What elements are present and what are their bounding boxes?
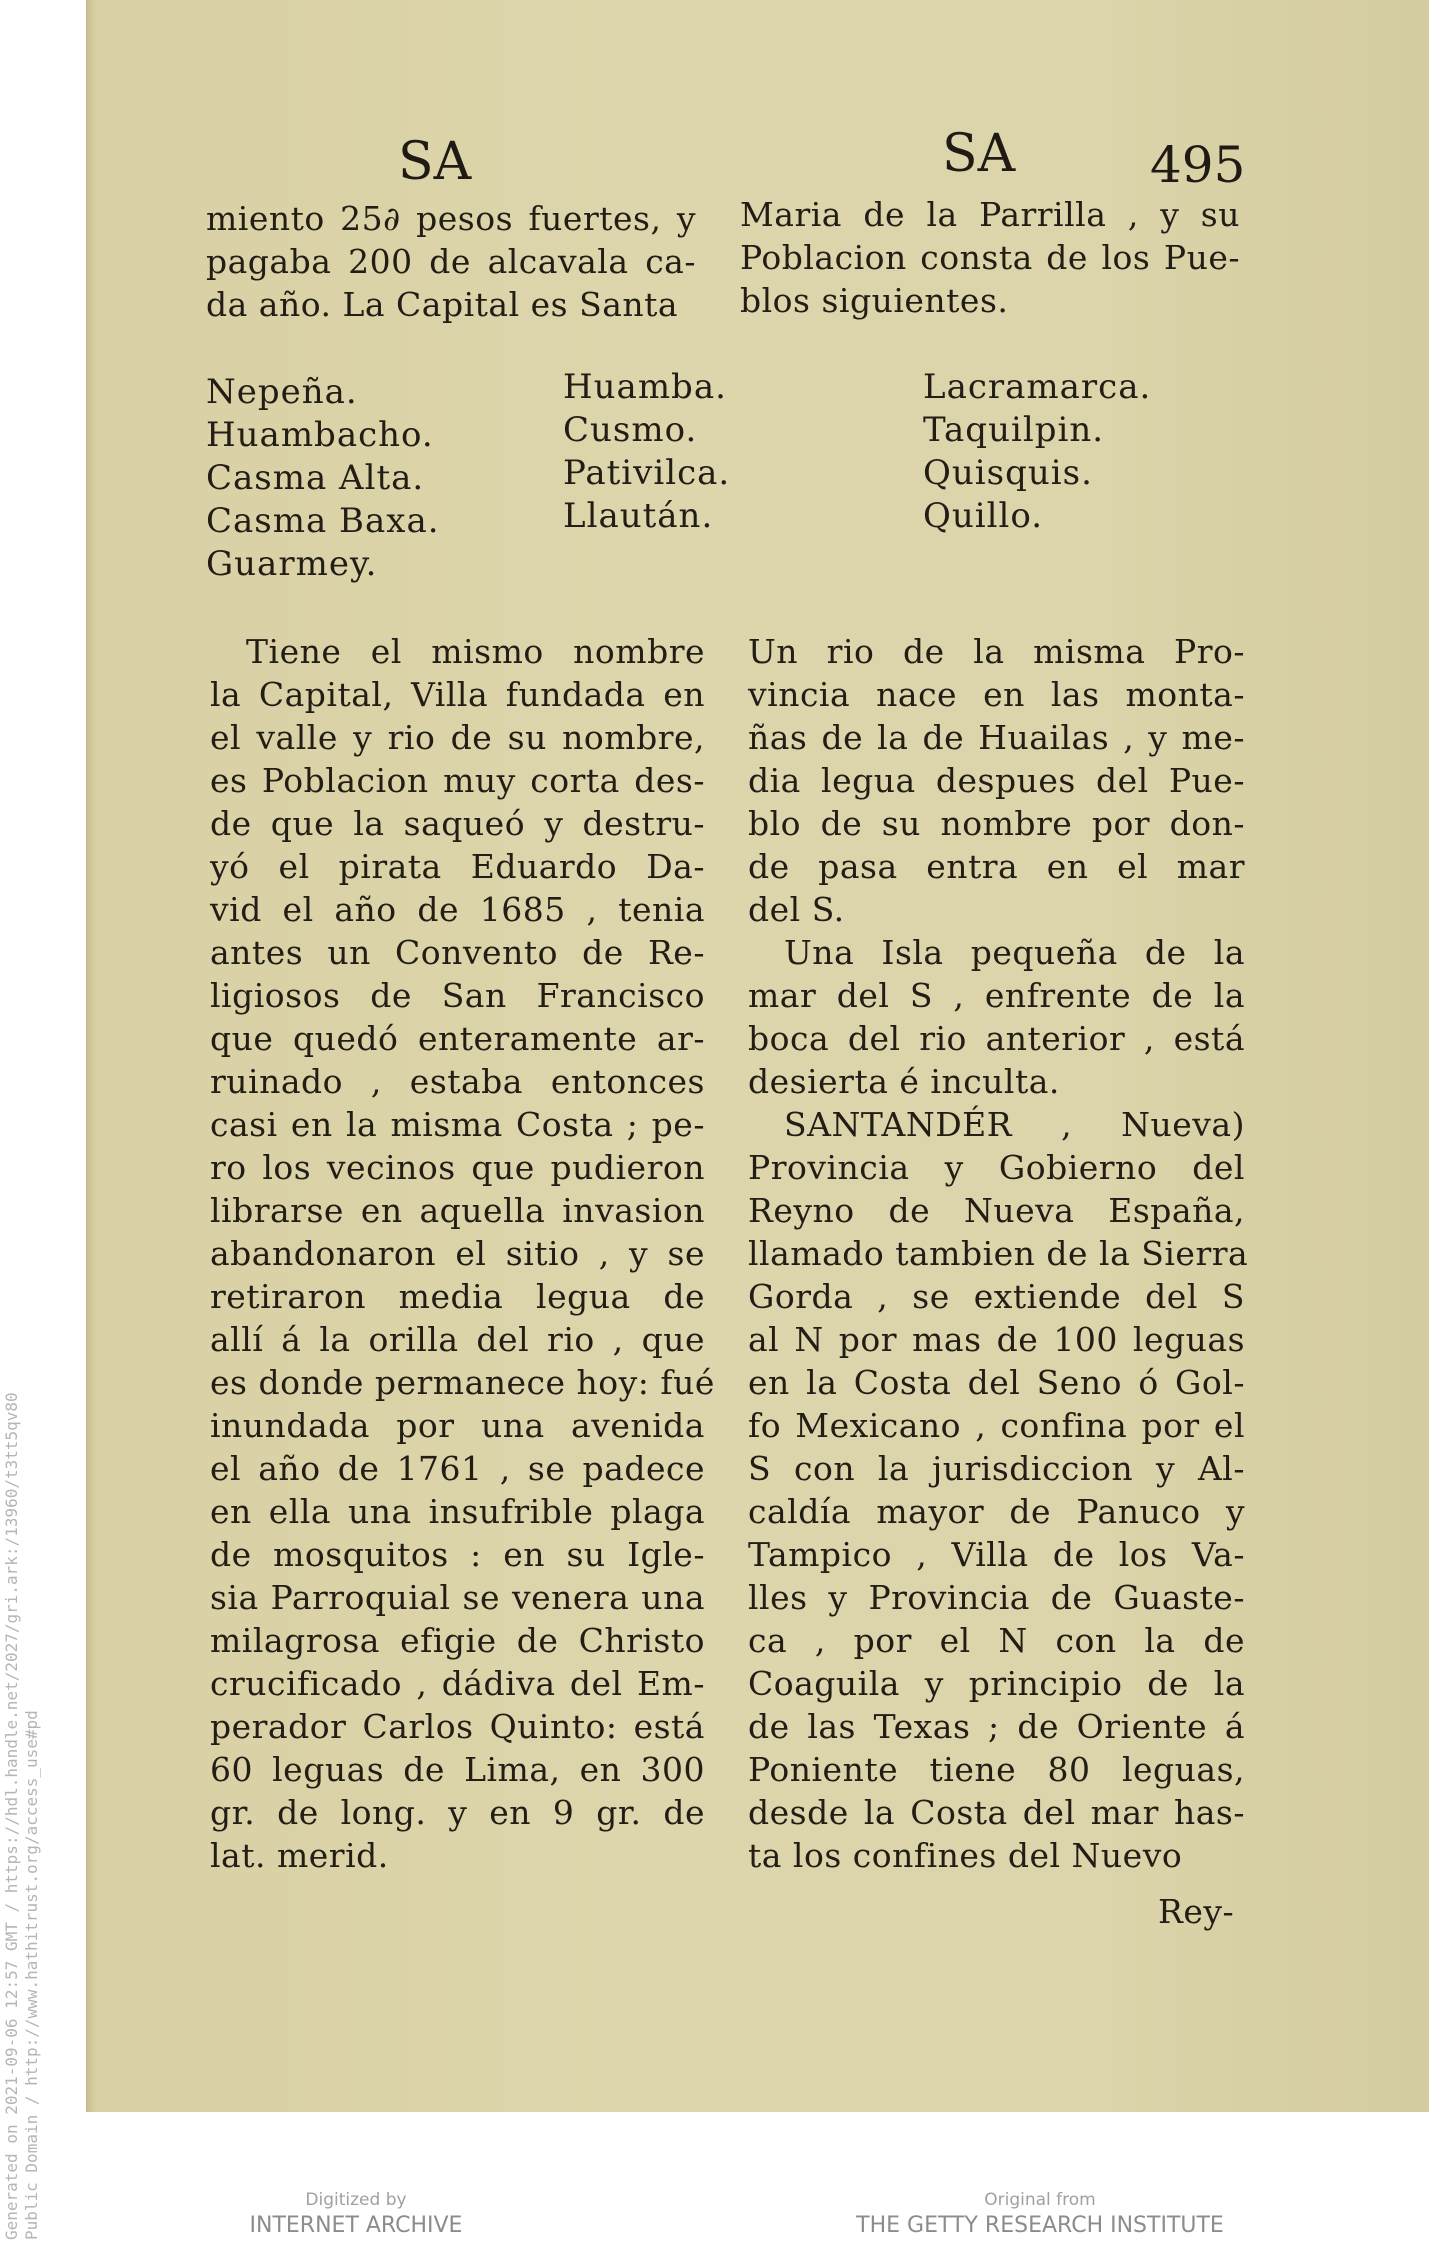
provenance-line-2: Public Domain / http://www.hathitrust.org/access_use#pd — [22, 1710, 41, 2240]
text-line: 60 leguas de Lima, en 300 — [210, 1750, 705, 1789]
text-line: ligiosos de San Francisco — [210, 976, 705, 1015]
town-list-column-1 — [206, 371, 440, 586]
text-line: casi en la misma Costa ; pe- — [210, 1105, 705, 1144]
text-line: Un rio de la misma Pro- — [748, 632, 1245, 671]
town-name: Quillo. — [923, 496, 1044, 536]
text-line: ruinado , estaba entonces — [210, 1062, 705, 1101]
text-line: Coaguila y principio de la — [748, 1664, 1245, 1703]
text-line: librarse en aquella invasion — [210, 1191, 705, 1230]
text-line: de las Texas ; de Oriente á — [748, 1707, 1245, 1746]
text-line: pagaba 200 de alcavala ca- — [206, 242, 696, 281]
text-line: milagrosa efigie de Christo — [210, 1621, 705, 1660]
intro-right-column — [740, 193, 1240, 322]
text-line: Gorda , se extiende del S — [748, 1277, 1245, 1316]
text-line: da año. La Capital es Santa — [206, 285, 679, 324]
footer-digitized — [146, 2188, 566, 2240]
text-line: ñas de la de Huailas , y me- — [748, 718, 1245, 757]
text-line: Provincia y Gobierno del — [748, 1148, 1245, 1187]
text-line: dia legua despues del Pue- — [748, 761, 1245, 800]
text-line: desde la Costa del mar has- — [748, 1793, 1245, 1832]
text-line: Poniente tiene 80 leguas, — [748, 1750, 1245, 1789]
text-line: vincia nace en las monta- — [748, 675, 1245, 714]
provenance-note — [2, 1080, 42, 2240]
town-name: Huambacho. — [206, 415, 434, 455]
text-line: Poblacion consta de los Pue- — [740, 238, 1240, 277]
footer-digitized-label: Digitized by — [305, 2190, 407, 2210]
footer-digitized-source: INTERNET ARCHIVE — [249, 2213, 463, 2238]
footer-original — [830, 2188, 1250, 2240]
text-line: llamado tambien de la Sierra — [748, 1234, 1249, 1273]
text-line: mar del S , enfrente de la — [748, 976, 1245, 1015]
text-line: Tampico , Villa de los Va- — [748, 1535, 1245, 1574]
text-line: fo Mexicano , confina por el — [748, 1406, 1245, 1445]
text-line: el valle y rio de su nombre, — [210, 718, 705, 757]
text-line: caldía mayor de Panuco y — [748, 1492, 1245, 1531]
provenance-line-1: Generated on 2021-09-06 12:57 GMT / https://hdl.handle.net/2027/gri.ark:/13960/t3tt5qv80 — [2, 1392, 21, 2240]
town-name: Llaután. — [563, 496, 714, 536]
town-name: Casma Baxa. — [206, 501, 440, 541]
text-line: boca del rio anterior , está — [748, 1019, 1245, 1058]
text-line: crucificado , dádiva del Em- — [210, 1664, 705, 1703]
town-name: Quisquis. — [923, 453, 1093, 493]
text-line: sia Parroquial se venera una — [210, 1578, 705, 1617]
town-list-column-3 — [923, 366, 1151, 538]
text-line: de mosquitos : en su Igle- — [210, 1535, 705, 1574]
text-line: perador Carlos Quinto: está — [210, 1707, 705, 1746]
text-line: abandonaron el sitio , y se — [210, 1234, 705, 1273]
text-line: Reyno de Nueva España, — [748, 1191, 1245, 1230]
text-line: gr. de long. y en 9 gr. de — [210, 1793, 705, 1832]
text-line: vid el año de 1685 , tenia — [210, 890, 705, 929]
text-line: miento 25∂ pesos fuertes, y — [206, 199, 696, 238]
text-line: antes un Convento de Re- — [210, 933, 705, 972]
footer-original-source: THE GETTY RESEARCH INSTITUTE — [856, 2213, 1224, 2238]
text-line: la Capital, Villa fundada en — [210, 675, 705, 714]
text-line: de pasa entra en el mar — [748, 847, 1245, 886]
text-line: lat. merid. — [210, 1836, 389, 1875]
text-line: que quedó enteramente ar- — [210, 1019, 705, 1058]
text-line: ro los vecinos que pudieron — [210, 1148, 705, 1187]
text-line: el año de 1761 , se padece — [210, 1449, 705, 1488]
body-left-column — [210, 630, 715, 1877]
catchword: Rey- — [1158, 1892, 1235, 1931]
town-name: Taquilpin. — [923, 410, 1105, 450]
town-name: Guarmey. — [206, 544, 378, 584]
text-line: del S. — [748, 890, 845, 929]
footer-original-label: Original from — [984, 2190, 1096, 2210]
town-name: Pativilca. — [563, 453, 731, 493]
intro-left-column — [206, 197, 696, 326]
text-line: es donde permanece hoy: fué — [210, 1363, 715, 1402]
text-line: es Poblacion muy corta des- — [210, 761, 705, 800]
text-line: blo de su nombre por don- — [748, 804, 1245, 843]
text-line: ca , por el N con la de — [748, 1621, 1245, 1660]
text-line: en ella una insufrible plaga — [210, 1492, 705, 1531]
text-line: en la Costa del Seno ó Gol- — [748, 1363, 1245, 1402]
text-line: Una Isla pequeña de la — [784, 933, 1245, 972]
town-list-column-2 — [563, 366, 730, 538]
text-line: inundada por una avenida — [210, 1406, 705, 1445]
town-name: Casma Alta. — [206, 458, 425, 498]
page-number: 495 — [1150, 136, 1246, 194]
town-name: Cusmo. — [563, 410, 698, 450]
text-line: Maria de la Parrilla , y su — [740, 195, 1240, 234]
text-line: lles y Provincia de Guaste- — [748, 1578, 1245, 1617]
text-line: yó el pirata Eduardo Da- — [210, 847, 705, 886]
running-head-right: SA — [942, 124, 1016, 184]
text-line: S con la jurisdiccion y Al- — [748, 1449, 1245, 1488]
text-line: allí á la orilla del rio , que — [210, 1320, 705, 1359]
town-name: Lacramarca. — [923, 367, 1152, 407]
text-line: desierta é inculta. — [748, 1062, 1060, 1101]
town-name: Huamba. — [563, 367, 727, 407]
text-line: retiraron media legua de — [210, 1277, 705, 1316]
text-line: Tiene el mismo nombre — [246, 632, 705, 671]
text-line: de que la saqueó y destru- — [210, 804, 705, 843]
town-name: Nepeña. — [206, 372, 358, 412]
running-head-left: SA — [398, 132, 472, 192]
text-line: blos siguientes. — [740, 281, 1009, 320]
body-right-column — [748, 630, 1249, 1877]
text-line: al N por mas de 100 leguas — [748, 1320, 1245, 1359]
text-line: SANTANDÉR , Nueva) — [784, 1105, 1245, 1144]
text-line: ta los confines del Nuevo — [748, 1836, 1183, 1875]
page-spine-shadow — [86, 0, 96, 2112]
